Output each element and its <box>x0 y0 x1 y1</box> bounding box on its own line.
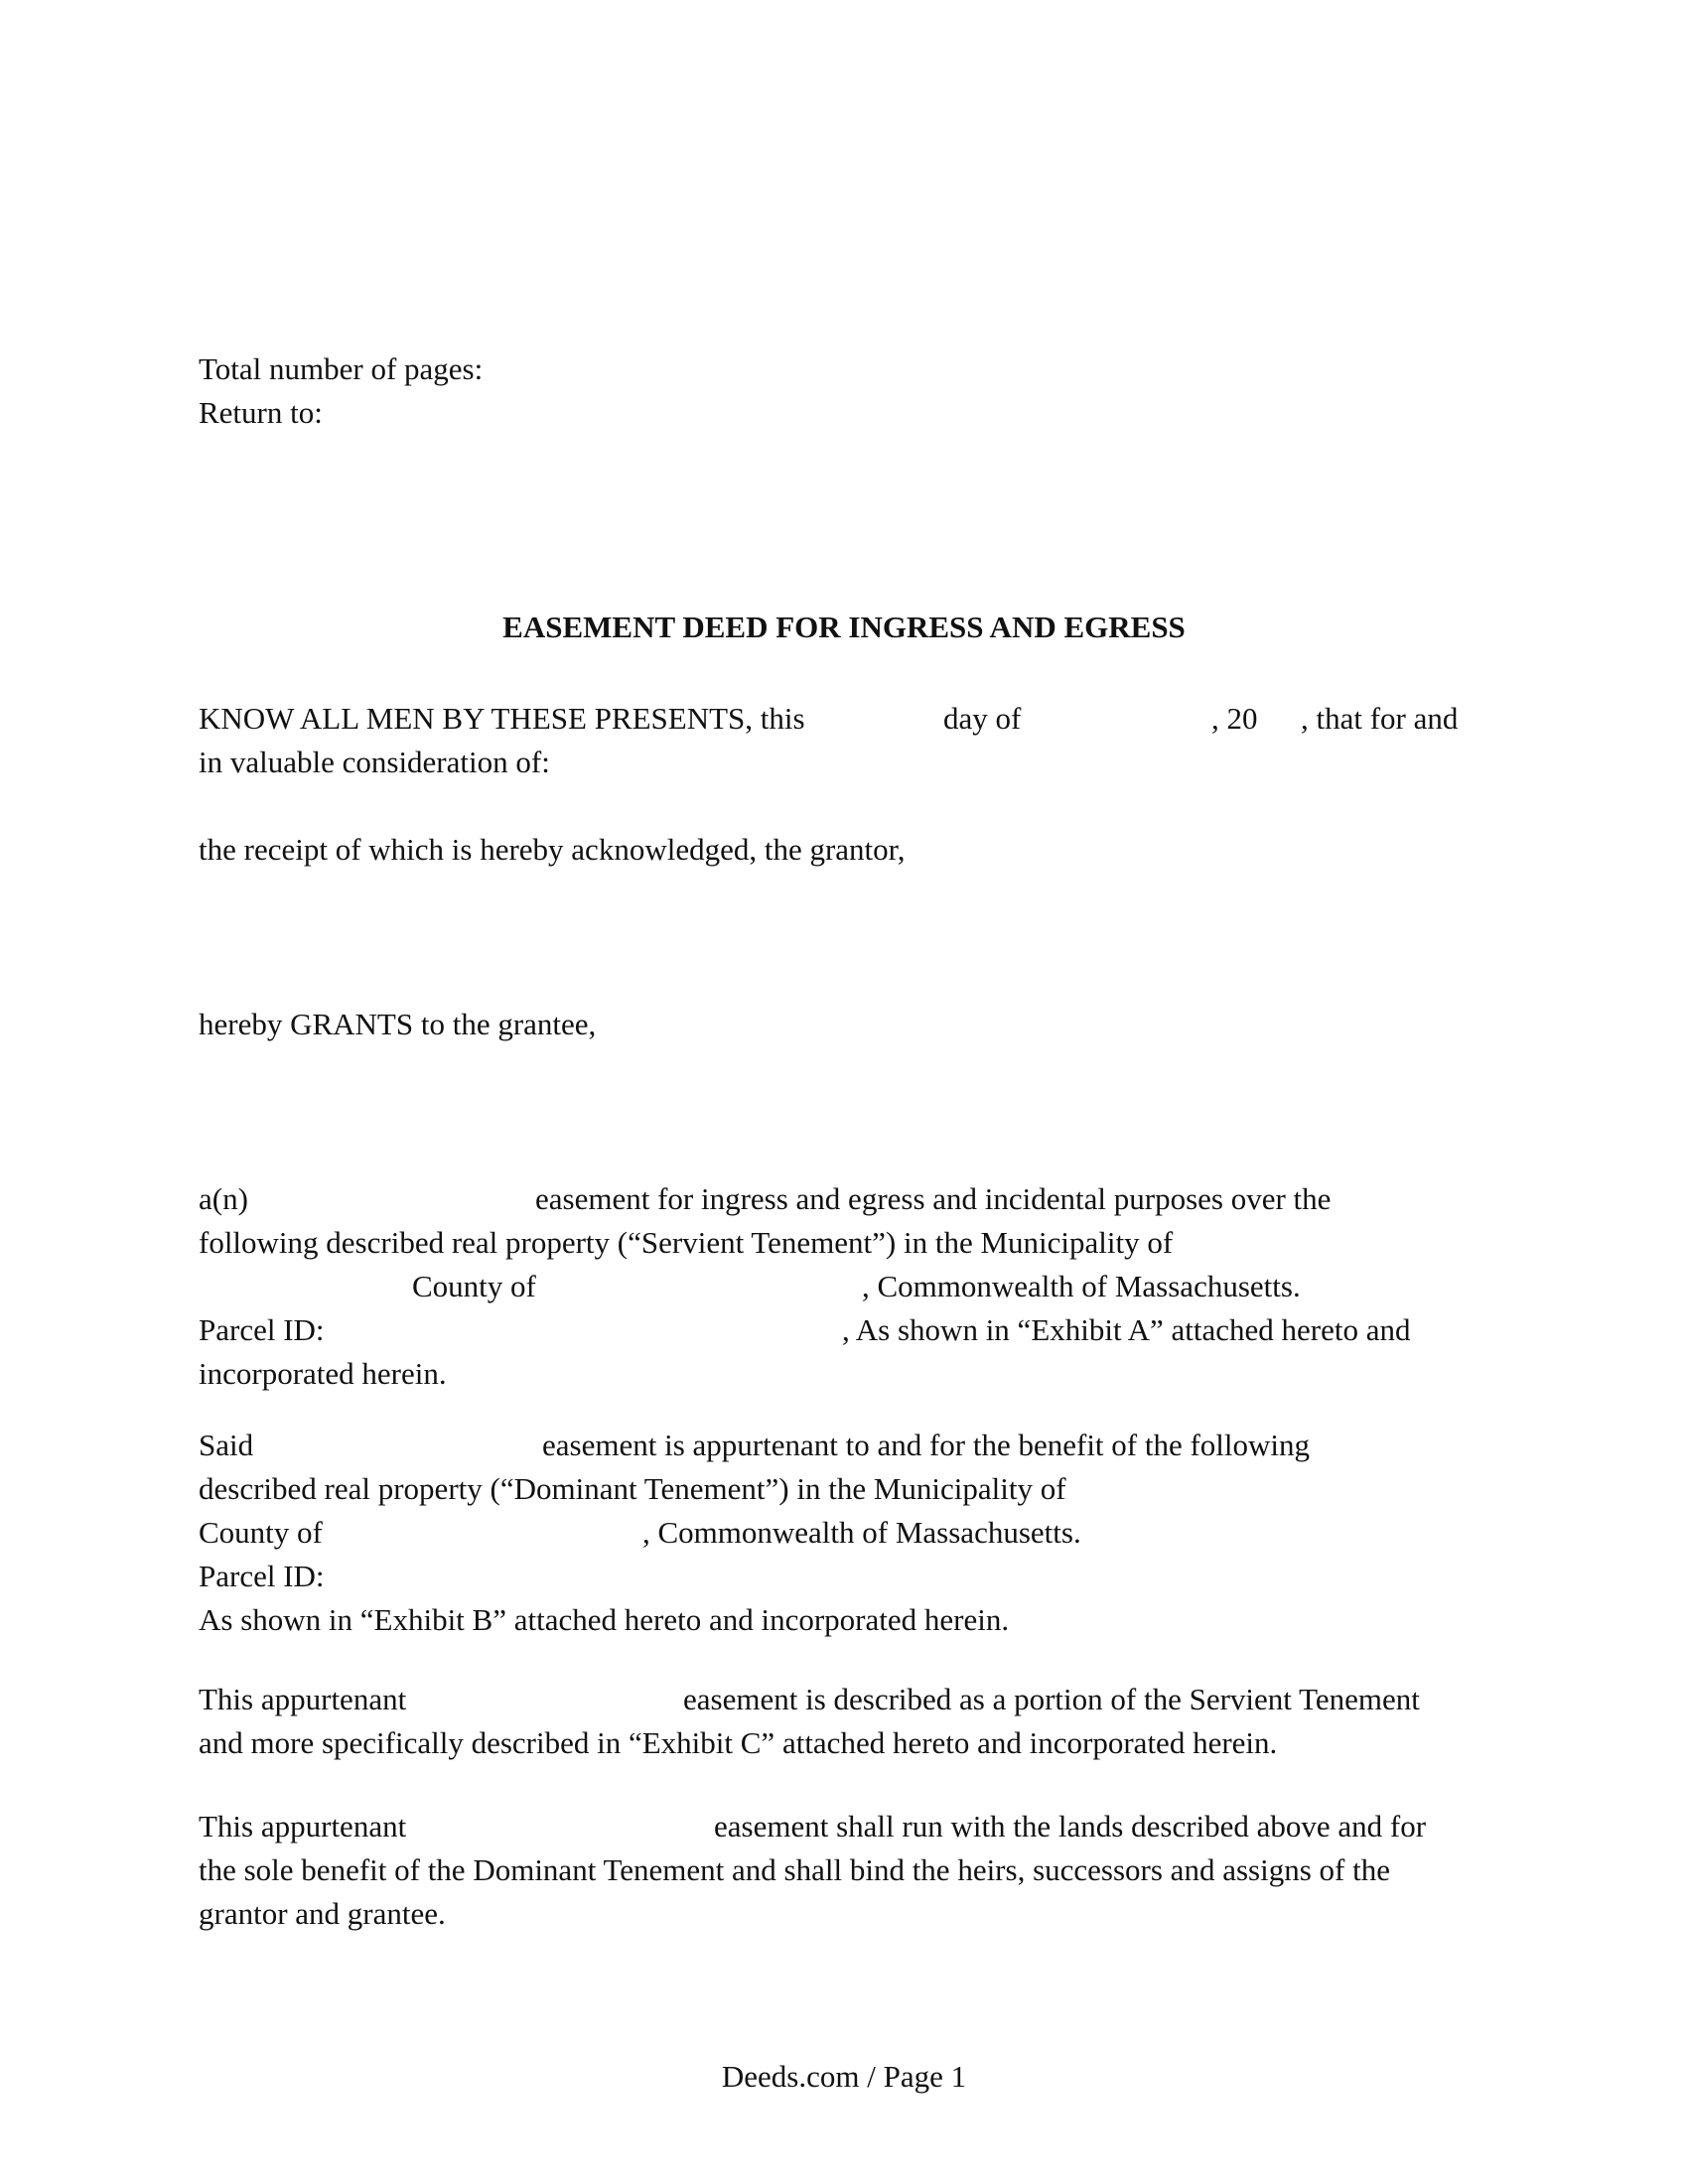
document-title: EASEMENT DEED FOR INGRESS AND EGRESS <box>502 610 1186 644</box>
runs-easement-text: easement shall run with the lands described above and for <box>714 1809 1427 1843</box>
page-footer: Deeds.com / Page 1 <box>721 2059 967 2094</box>
return-to-label: Return to: <box>199 395 323 430</box>
dominant-exhibit-b: As shown in “Exhibit B” attached hereto and incorporated herein. <box>199 1602 1010 1637</box>
receipt-text: the receipt of which is hereby acknowledged, the grantor, <box>199 832 906 867</box>
total-pages-label: Total number of pages: <box>199 351 484 386</box>
servient-county-label: County of <box>412 1269 536 1303</box>
servient-easement-text: easement for ingress and egress and incidental purposes over the <box>535 1181 1332 1216</box>
described-exhibit-c: and more specifically described in “Exhibit C” attached hereto and incorporated herein. <box>199 1725 1278 1760</box>
described-appurtenant: This appurtenant <box>199 1682 407 1716</box>
intro-day-of: day of <box>943 701 1022 736</box>
dominant-parcel-label: Parcel ID: <box>199 1559 325 1593</box>
intro-that-for: , that for and <box>1301 701 1459 736</box>
described-easement-text: easement is described as a portion of the Servient Tenement <box>683 1682 1420 1716</box>
intro-consideration: in valuable consideration of: <box>199 745 550 779</box>
runs-appurtenant: This appurtenant <box>199 1809 407 1843</box>
servient-incorporated: incorporated herein. <box>199 1356 447 1391</box>
dominant-commonwealth: , Commonwealth of Massachusetts. <box>642 1515 1081 1550</box>
servient-a-n: a(n) <box>199 1181 248 1216</box>
servient-exhibit-a: , As shown in “Exhibit A” attached hereto and <box>842 1312 1411 1347</box>
intro-year: , 20 <box>1211 701 1258 736</box>
dominant-easement-text: easement is appurtenant to and for the benefit of the following <box>542 1428 1311 1462</box>
runs-dominant-text: the sole benefit of the Dominant Tenement and shall bind the heirs, successors and assigns of the <box>199 1852 1390 1887</box>
intro-text: KNOW ALL MEN BY THESE PRESENTS, this <box>199 701 805 736</box>
servient-property-text: following described real property (“Servient Tenement”) in the Municipality of <box>199 1225 1174 1260</box>
servient-commonwealth: , Commonwealth of Massachusetts. <box>862 1269 1301 1303</box>
servient-parcel-label: Parcel ID: <box>199 1312 325 1347</box>
dominant-county-label: County of <box>199 1515 323 1550</box>
grants-text: hereby GRANTS to the grantee, <box>199 1007 597 1041</box>
dominant-property-text: described real property (“Dominant Tenement”) in the Municipality of <box>199 1471 1066 1506</box>
runs-grantor-grantee: grantor and grantee. <box>199 1896 446 1931</box>
dominant-said: Said <box>199 1428 254 1462</box>
